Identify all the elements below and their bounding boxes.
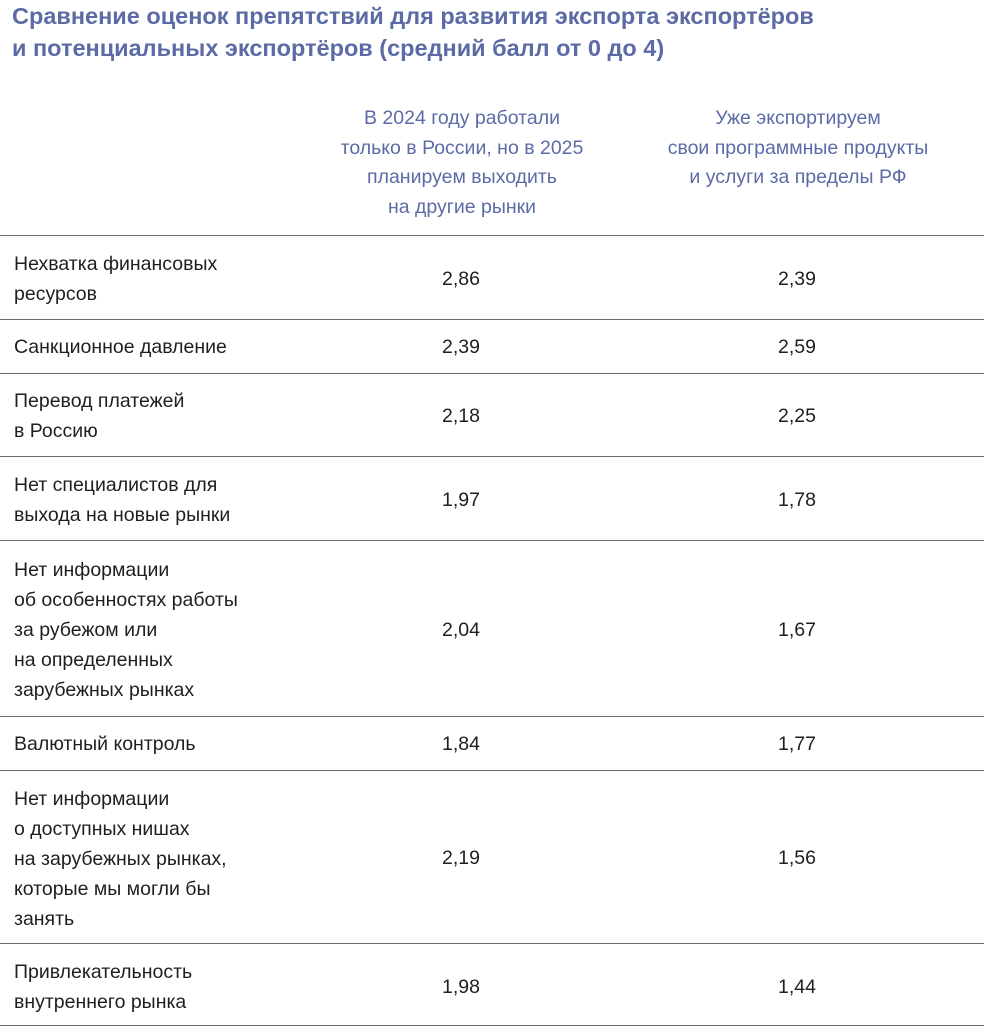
column-header-line: планируем выходить <box>367 166 557 188</box>
row-label <box>14 386 304 446</box>
row-label-line: Перевод платежей <box>14 390 185 412</box>
title-line-1: Сравнение оценок препятствий для развития экспорта экспортёров <box>12 3 814 29</box>
value-current: 2,25 <box>778 405 816 427</box>
row-label-line: Нет информации <box>14 559 170 581</box>
row-label <box>14 784 304 934</box>
value-planning: 1,97 <box>442 489 480 511</box>
value-planning: 2,18 <box>442 405 480 427</box>
row-label <box>14 957 304 1017</box>
table-row <box>0 456 984 540</box>
table-row <box>0 770 984 943</box>
row-label-line: на зарубежных рынках, <box>14 848 227 870</box>
value-planning: 2,86 <box>442 268 480 290</box>
column-header-line: Уже экспортируем <box>715 107 881 129</box>
column-header-line: только в России, но в 2025 <box>340 136 584 159</box>
row-label-line: Санкционное давление <box>14 336 227 358</box>
page-title <box>12 0 972 64</box>
row-label-line: об особенностях работы <box>14 589 238 611</box>
row-label-line: зарубежных рынках <box>14 679 195 701</box>
column-header-line: свои программные продукты <box>667 136 929 159</box>
value-planning: 1,98 <box>442 976 480 998</box>
column-header-current-exporters <box>628 104 968 193</box>
table-row <box>0 235 984 319</box>
value-current: 1,67 <box>778 619 816 641</box>
column-header-line: В 2024 году работали <box>364 107 560 129</box>
column-header-line: и услуги за пределы РФ <box>689 166 907 188</box>
row-label-line: занять <box>14 908 75 930</box>
row-label <box>14 332 304 362</box>
column-header-line: на другие рынки <box>387 195 537 218</box>
table-row <box>0 943 984 1026</box>
value-planning: 1,84 <box>442 733 480 755</box>
row-label-line: о доступных нишах <box>14 818 190 840</box>
value-current: 2,39 <box>778 268 816 290</box>
table-row <box>0 373 984 456</box>
column-header-planning-exporters <box>292 104 632 222</box>
row-label-line: Привлекательность <box>14 961 193 983</box>
row-label-line: Нет специалистов для <box>14 474 218 496</box>
row-label <box>14 249 304 309</box>
value-current: 1,56 <box>778 847 816 869</box>
title-line-2: и потенциальных экспортёров (средний балл от 0 до 4) <box>12 35 665 61</box>
table-row <box>0 540 984 716</box>
comparison-table <box>0 235 984 1026</box>
row-label-line: которые мы могли бы <box>14 878 211 900</box>
row-label-line: за рубежом или <box>14 619 158 641</box>
value-current: 1,78 <box>778 489 816 511</box>
row-label-line: Валютный контроль <box>14 733 196 755</box>
row-label-line: ресурсов <box>14 283 97 305</box>
value-planning: 2,19 <box>442 847 480 869</box>
row-label <box>14 470 304 530</box>
value-planning: 2,39 <box>442 336 480 358</box>
row-label-line: на определенных <box>14 649 173 671</box>
value-current: 1,77 <box>778 733 816 755</box>
value-current: 2,59 <box>778 336 816 358</box>
value-current: 1,44 <box>778 976 816 998</box>
row-label-line: Нехватка финансовых <box>14 253 218 275</box>
value-planning: 2,04 <box>442 619 480 641</box>
row-label <box>14 555 304 705</box>
table-row <box>0 319 984 373</box>
row-label-line: Нет информации <box>14 788 170 810</box>
table-row <box>0 716 984 770</box>
row-label-line: выхода на новые рынки <box>14 504 231 526</box>
row-label-line: внутреннего рынка <box>14 991 187 1013</box>
row-label-line: в Россию <box>14 420 98 442</box>
row-label <box>14 729 304 759</box>
